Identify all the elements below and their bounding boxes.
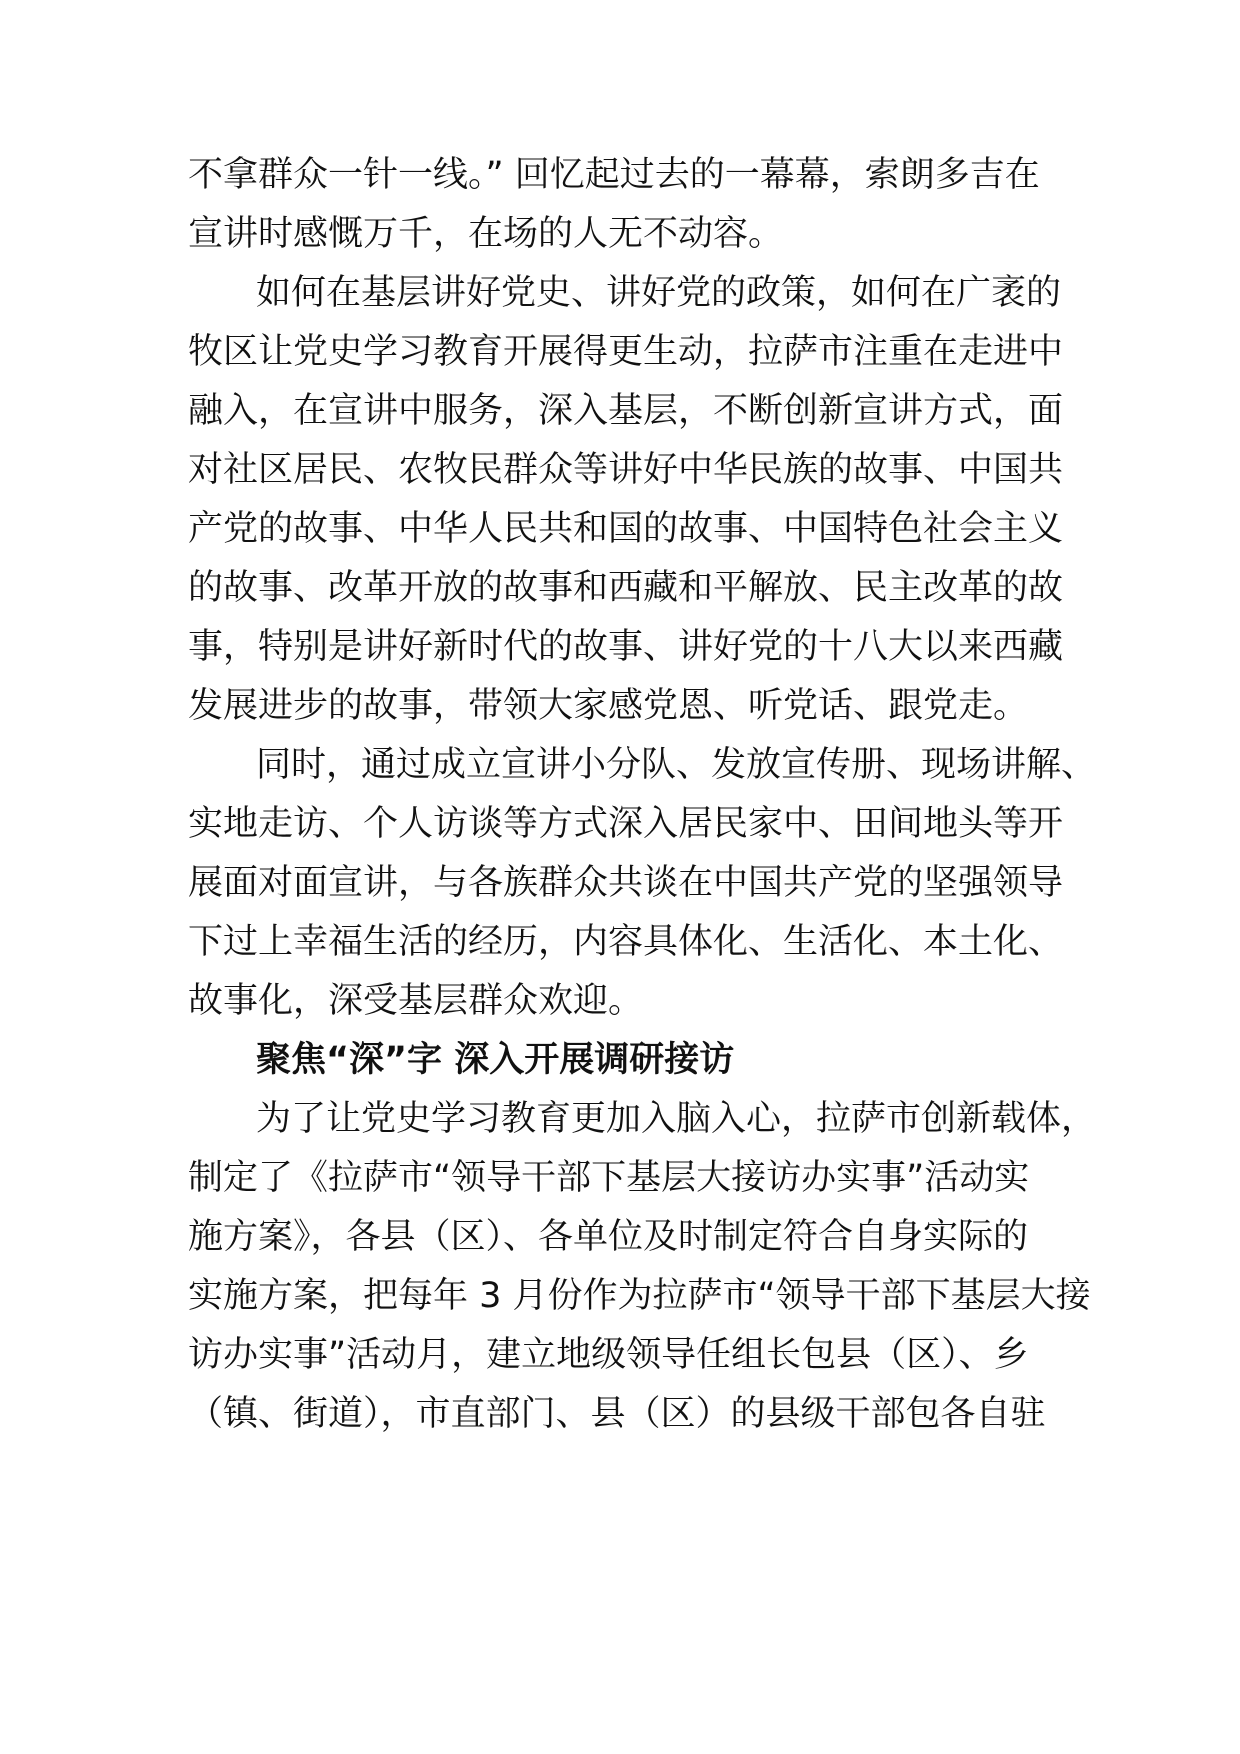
body-text-line: 实地走访、个人访谈等方式深入居民家中、田间地头等开 [188, 804, 1064, 844]
body-text-line: 制定了《拉萨市“领导干部下基层大接访办实事”活动实 [188, 1158, 1030, 1198]
body-text-line: 如何在基层讲好党史、讲好党的政策，如何在广袤的 [256, 273, 1062, 313]
body-text-line: 牧区让党史学习教育开展得更生动，拉萨市注重在走进中 [188, 332, 1064, 372]
body-text-line: 不拿群众一针一线。” 回忆起过去的一幕幕，索朗多吉在 [188, 155, 1040, 195]
body-text-line: 同时，通过成立宣讲小分队、发放宣传册、现场讲解、 [256, 745, 1097, 785]
body-text-line: 实施方案，把每年 3 月份作为拉萨市“领导干部下基层大接 [188, 1276, 1091, 1316]
body-text-line: 的故事、改革开放的故事和西藏和平解放、民主改革的故 [188, 568, 1064, 608]
body-text-line: 产党的故事、中华人民共和国的故事、中国特色社会主义 [188, 509, 1064, 549]
body-text-line: 展面对面宣讲，与各族群众共谈在中国共产党的坚强领导 [188, 863, 1064, 903]
body-text-line: 事，特别是讲好新时代的故事、讲好党的十八大以来西藏 [188, 627, 1064, 667]
body-text-line: 施方案》，各县（区）、各单位及时制定符合自身实际的 [188, 1217, 1029, 1257]
body-text-line: 对社区居民、农牧民群众等讲好中华民族的故事、中国共 [188, 450, 1064, 490]
body-text-line: 下过上幸福生活的经历，内容具体化、生活化、本土化、 [188, 922, 1064, 962]
body-text-line: （镇、街道），市直部门、县（区）的县级干部包各自驻 [188, 1394, 1046, 1434]
section-heading: 聚焦“深”字 深入开展调研接访 [256, 1040, 735, 1080]
body-text-line: 故事化，深受基层群众欢迎。 [188, 981, 644, 1021]
body-text-line: 为了让党史学习教育更加入脑入心，拉萨市创新载体， [256, 1099, 1097, 1139]
body-text-line: 融入，在宣讲中服务，深入基层，不断创新宣讲方式，面 [188, 391, 1064, 431]
body-text-line: 访办实事”活动月，建立地级领导任组长包县（区）、乡 [188, 1335, 1029, 1375]
body-text-line: 宣讲时感慨万千，在场的人无不动容。 [188, 214, 784, 254]
body-text-line: 发展进步的故事，带领大家感党恩、听党话、跟党走。 [188, 686, 1029, 726]
